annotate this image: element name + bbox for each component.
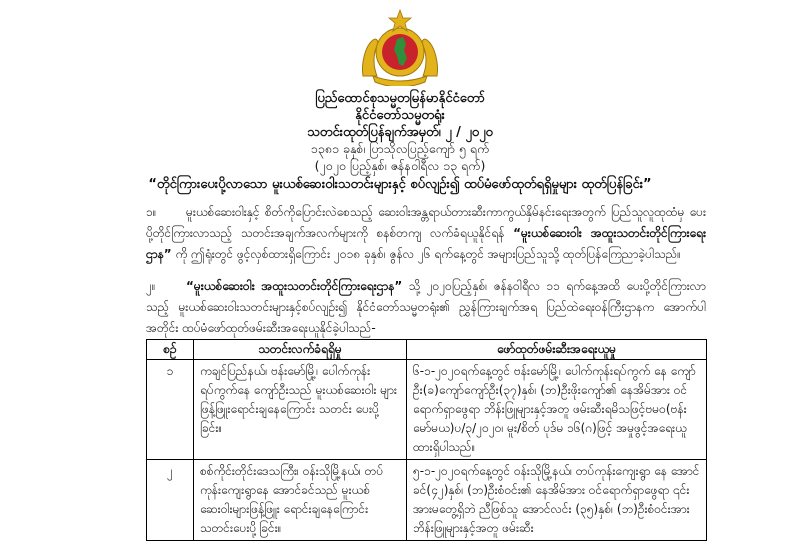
row-info: ကချင်ပြည်နယ်၊ ဗန်းမော်မြို့၊ ပေါက်ကုန်း ရပ်ကွက်နေ ကျော်ဦးသည် မူးယစ်ဆေးဝါး များ ဖြန့်ဖြူးရောင်းချနေကြောင်း သတင်း ပေးပို့ခြင်း။	[194, 360, 407, 460]
state-seal-emblem	[359, 6, 441, 86]
actions-table	[146, 339, 707, 541]
myanmar-date: ၁၃၈၁ ခုနှစ်၊ ပြာသိုလပြည့်ကျော် ၅ ရက်	[310, 141, 490, 156]
paragraph-1-number: ၁။	[146, 205, 157, 219]
paragraph-2-bold: “မူးယစ်ဆေးဝါး အထူးသတင်းတိုင်ကြားရေးဌာန”	[186, 279, 403, 293]
row-serial: ၁	[147, 360, 194, 460]
row-info: စစ်ကိုင်းတိုင်းဒေသကြီး၊ ဝန်းသိုမြို့နယ်၊ တပ်ကုန်းကျေးရွာနေ အောင်ခင်သည် မူးယစ် ဆေးဝါးများဖြန့်ဖြူး ရောင်းချနေကြောင်း သတင်းပေးပို့ခြင်း။	[194, 460, 407, 541]
country-name: ပြည်ထောင်စုသမ္မတမြန်မာနိုင်ငံတော်	[315, 91, 485, 106]
paragraph-2-text: သို့ ၂၀၂၀ပြည့်နှစ်၊ ဇန်နဝါရီလ ၁၁ ရက်နေ့အထိ ပေးပို့တိုင်ကြားလာသည့် မူးယစ်ဆေးဝါးသတင်းများနှင့်စပ်လျဉ်း၍ နိုင်ငံတော်သမ္မတရုံး၏ ညွှန်ကြားချက်အရ ပြည်ထဲရေးဝန်ကြီးဌာနက အောက်ပါအတိုင်း ထပ်မံဖော်ထုတ်ဖမ်းဆီးအရေးယူနိုင်ခဲ့ပါသည်-	[146, 279, 706, 335]
table-row	[147, 460, 707, 541]
header-info-received: သတင်းလက်ခံရရှိမှု	[194, 340, 407, 360]
header-serial: စဉ်	[147, 340, 194, 360]
row-serial: ၂	[147, 460, 194, 541]
paragraph-1-text-a: မူးယစ်ဆေးဝါးနှင့် စိတ်ကိုပြောင်းလဲစေသည့် ဆေးဝါးအန္တရာယ်တားဆီးကာကွယ်နှိမ်နင်းရေးအတွက် ပြည်သူလူထုထံမှ ပေးပို့တိုင်ကြားလာသည့် သတင်းအချက်အလက်များကို စနစ်တကျ လက်ခံရယူနိုင်ရန်	[146, 205, 706, 240]
paragraph-2-number: ၂။	[146, 279, 156, 293]
gregorian-date: (၂၀၂၀ ပြည့်နှစ်၊ ဇန်နဝါရီလ ၁၃ ရက်)	[314, 158, 486, 173]
header-action-taken: ဖော်ထုတ်ဖမ်းဆီးအရေးယူမှု	[407, 340, 707, 360]
table-header-row	[147, 340, 707, 360]
row-action: ၆-၁-၂၀၂၀ရက်နေ့တွင် ဗန်းမော်မြို့၊ ပေါက်ကုန်းရပ်ကွက် နေ ကျော်ဦး(ခ)ကျော်ကျော်ဦး(၃၇)နှစ်၊ (ဘ)ဦးဖိုးကျော်၏ နေအိမ်အား ဝင်ရောက်ရှာဖွေရာ ဘိန်းဖြူများနှင့်အတူ ဖမ်းဆီးရမိသဖြင့်ဗမဝ(ဗန်းမော်မယ)ပ/၃/၂၀၂၀၊ မူး/စိတ် ပုဒ်မ ၁၆(ဂ)ဖြင့် အမှုဖွင့်အရေးယူထားရှိပါသည်။	[407, 360, 707, 460]
paragraph-1-bold: “မူးယစ်ဆေးဝါး အထူးသတင်းတိုင်ကြားရေးဌာန”	[146, 226, 706, 261]
paragraph-2	[146, 276, 706, 339]
press-release-number: သတင်းထုတ်ပြန်ချက်အမှတ်၊ ၂ / ၂၀၂၀	[307, 125, 493, 140]
paragraph-1-text-b: ကို ဤရုံးတွင် ဖွင့်လှစ်ထားရှိကြောင်း ၂၀၁၈ ခုနှစ်၊ ဇွန်လ ၂၆ ရက်နေ့တွင် အများပြည်သူသို့ ထုတ်ပြန်ကြေညာခဲ့ပါသည်။	[175, 247, 681, 261]
row-action: ၅-၁-၂၀၂၀ရက်နေ့တွင် ဝန်းသိုမြို့နယ်၊ တပ်ကုန်းကျေးရွာ နေ အောင်ခင်(၄၂)နှစ်၊ (ဘ)ဦးစံဝင်း၏ နေအိမ်အား ဝင်ရောက်ရှာဖွေရာ ၎င်းအားမတွေ့ရှိဘဲ ညီဖြစ်သူ အောင်လင်း (၃၅)နှစ်၊ (ဘ)ဦးစံဝင်းအား ဘိန်းဖြူများနှင့်အတူ ဖမ်းဆီး	[407, 460, 707, 541]
office-name: နိုင်ငံတော်သမ္မတရုံး	[355, 108, 445, 123]
paragraph-1	[146, 202, 706, 265]
document-title: “တိုင်ကြားပေးပို့လာသော မူးယစ်ဆေးဝါးသတင်းများနှင့် စပ်လျဉ်း၍ ထပ်မံဖော်ထုတ်ရရှိမှုများ ထုတ်ပြန်ခြင်း”	[148, 177, 652, 192]
table-row	[147, 360, 707, 460]
